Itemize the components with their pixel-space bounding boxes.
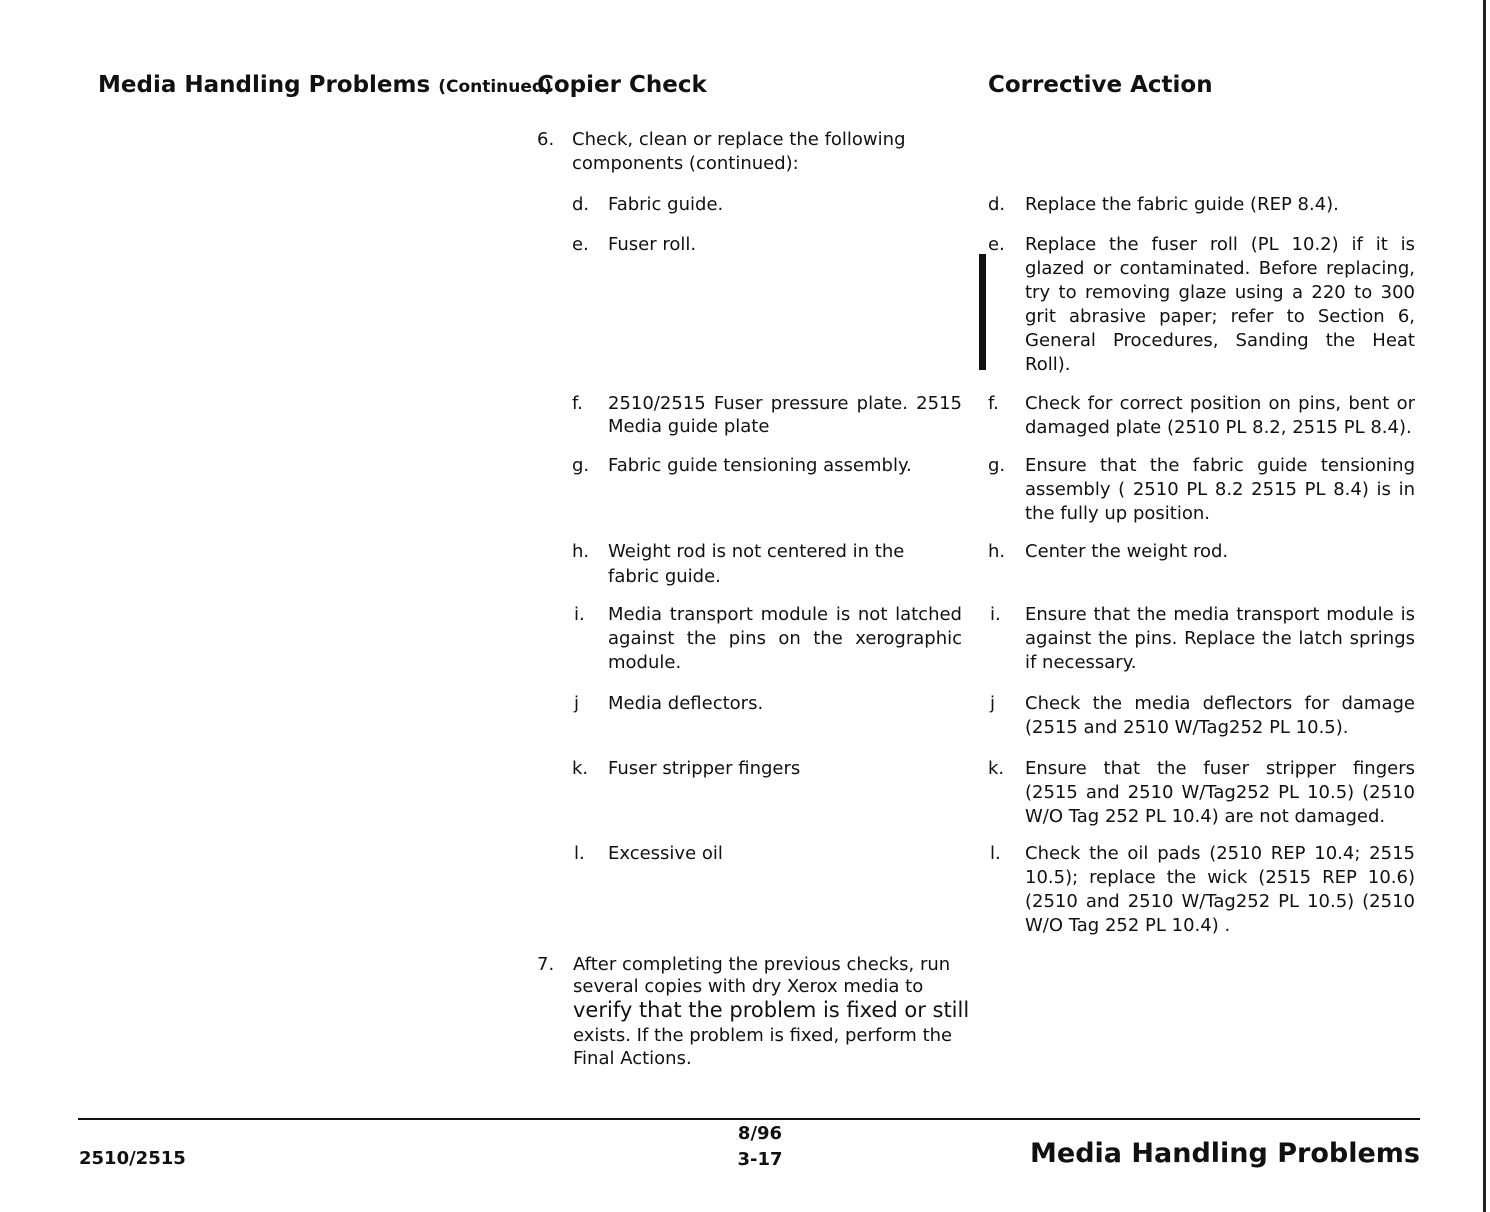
page-edge-line: [1483, 0, 1486, 1212]
action-l-marker: l.: [990, 843, 1001, 864]
action-j-text: Check the media deflectors for damage (2515 and 2510 W/Tag252 PL 10.5).: [1025, 693, 1415, 738]
action-d-text: Replace the fabric guide (REP 8.4).: [1025, 194, 1339, 215]
check-i-marker: i.: [574, 604, 585, 625]
footer-section-title: Media Handling Problems: [1030, 1138, 1420, 1169]
check-l-text: Excessive oil: [608, 843, 723, 864]
section-title-text: Media Handling Problems: [98, 72, 431, 98]
action-g-marker: g.: [988, 455, 1006, 476]
action-d-marker: d.: [988, 194, 1006, 215]
action-e-marker: e.: [988, 234, 1005, 255]
action-k-marker: k.: [988, 758, 1005, 779]
step-7-line-3: verify that the problem is fixed or still: [573, 998, 970, 1022]
check-h-line-1: Weight rod is not centered in the: [608, 541, 905, 562]
action-e-text: Replace the fuser roll (PL 10.2) if it is glazed or contaminated. Before replacing, try to removing glaze using a 220 to 300 grit abrasive paper; refer to Section 6, General Procedures, Sanding the Heat Roll).: [1025, 234, 1415, 375]
step-6-number: 6.: [537, 129, 555, 150]
check-d-marker: d.: [572, 194, 590, 215]
action-i-text: Ensure that the media transport module is against the pins. Replace the latch springs if necessary.: [1025, 604, 1415, 673]
action-h-marker: h.: [988, 541, 1006, 562]
check-e-marker: e.: [572, 234, 589, 255]
step-6-line-1: Check, clean or replace the following: [572, 129, 906, 150]
action-f-text: Check for correct position on pins, bent or damaged plate (2510 PL 8.2, 2515 PL 8.4).: [1025, 393, 1415, 438]
step-7-number: 7.: [537, 954, 555, 975]
section-title: [98, 72, 552, 98]
step-6-line-2: components (continued):: [572, 153, 799, 174]
check-h-marker: h.: [572, 541, 590, 562]
check-k-text: Fuser stripper fingers: [608, 758, 801, 779]
action-l-text: Check the oil pads (2510 REP 10.4; 2515 10.5); replace the wick (2515 REP 10.6) (2510 and 2510 W/Tag252 PL 10.5) (2510 W/O Tag 252 PL 10.4) .: [1025, 843, 1415, 936]
check-g-text: Fabric guide tensioning assembly.: [608, 455, 912, 476]
check-f-line-2: Media guide plate: [608, 416, 770, 437]
check-d-text: Fabric guide.: [608, 194, 724, 215]
action-i-marker: i.: [990, 604, 1001, 625]
step-7-line-5: Final Actions.: [573, 1048, 692, 1069]
action-j-marker: j: [990, 693, 996, 714]
check-k-marker: k.: [572, 758, 589, 779]
footer-model: 2510/2515: [79, 1148, 186, 1169]
check-g-marker: g.: [572, 455, 590, 476]
section-title-suffix: (Continued): [438, 77, 552, 97]
step-7-line-2: several copies with dry Xerox media to: [573, 976, 924, 997]
revision-change-bar: [979, 254, 986, 370]
check-j-marker: j: [574, 693, 580, 714]
action-k-text: Ensure that the fuser stripper fingers (2515 and 2510 W/Tag252 PL 10.5) (2510 W/O Tag 252 PL 10.4) are not damaged.: [1025, 758, 1415, 827]
footer-date: 8/96: [737, 1123, 783, 1144]
check-h-line-2: fabric guide.: [608, 566, 721, 587]
step-7-line-4: exists. If the problem is fixed, perform the: [573, 1025, 953, 1046]
copier-check-heading: Copier Check: [537, 72, 707, 98]
check-f-line-1: 2510/2515 Fuser pressure plate. 2515: [608, 393, 962, 414]
corrective-action-heading: Corrective Action: [988, 72, 1213, 98]
action-g-text: Ensure that the fabric guide tensioning assembly ( 2510 PL 8.2 2515 PL 8.4) is in the fully up position.: [1025, 455, 1415, 524]
step-7-line-1: After completing the previous checks, run: [573, 954, 951, 975]
check-i-text: Media transport module is not latched against the pins on the xerographic module.: [608, 604, 962, 673]
check-e-text: Fuser roll.: [608, 234, 697, 255]
check-f-marker: f.: [572, 393, 583, 414]
action-f-marker: f.: [988, 393, 999, 414]
action-h-text: Center the weight rod.: [1025, 541, 1229, 562]
check-l-marker: l.: [574, 843, 585, 864]
footer-page-number: 3-17: [737, 1149, 783, 1170]
check-j-text: Media deflectors.: [608, 693, 764, 714]
